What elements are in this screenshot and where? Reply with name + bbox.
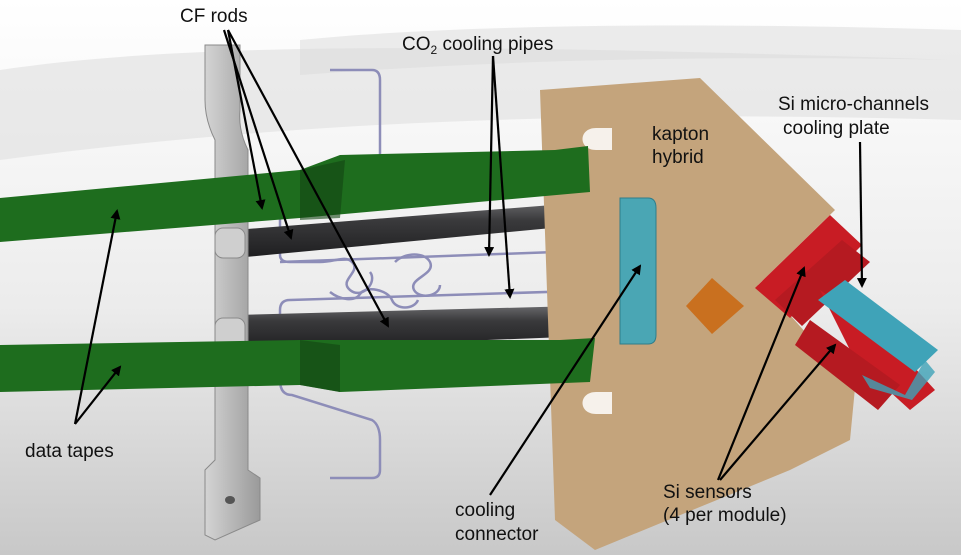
label-cooling-line1: cooling — [455, 500, 516, 521]
label-si-sensors-line1: Si sensors — [663, 482, 752, 503]
data-tape-lower-shadow — [300, 340, 340, 392]
co2-subscript: 2 — [430, 43, 438, 57]
data-tape-upper-shadow — [300, 160, 345, 220]
kapton-notch-lower — [583, 392, 613, 414]
label-cooling-line2: connector — [455, 524, 539, 545]
label-si-micro-line1: Si micro-channels — [778, 94, 929, 115]
frame-mounting-hole — [225, 496, 235, 504]
label-cf-rods: CF rods — [180, 6, 248, 27]
co2-prefix: CO — [402, 34, 431, 55]
label-kapton-line1: kapton — [652, 124, 710, 145]
label-si-micro-line2: cooling plate — [783, 118, 890, 139]
co2-suffix: cooling pipes — [437, 34, 554, 55]
label-data-tapes: data tapes — [25, 441, 114, 462]
label-co2-cooling-pipes — [402, 34, 553, 57]
rod-clamp-upper — [215, 228, 245, 258]
label-kapton-line2: hybrid — [652, 147, 704, 168]
label-si-sensors-line2: (4 per module) — [663, 505, 787, 526]
